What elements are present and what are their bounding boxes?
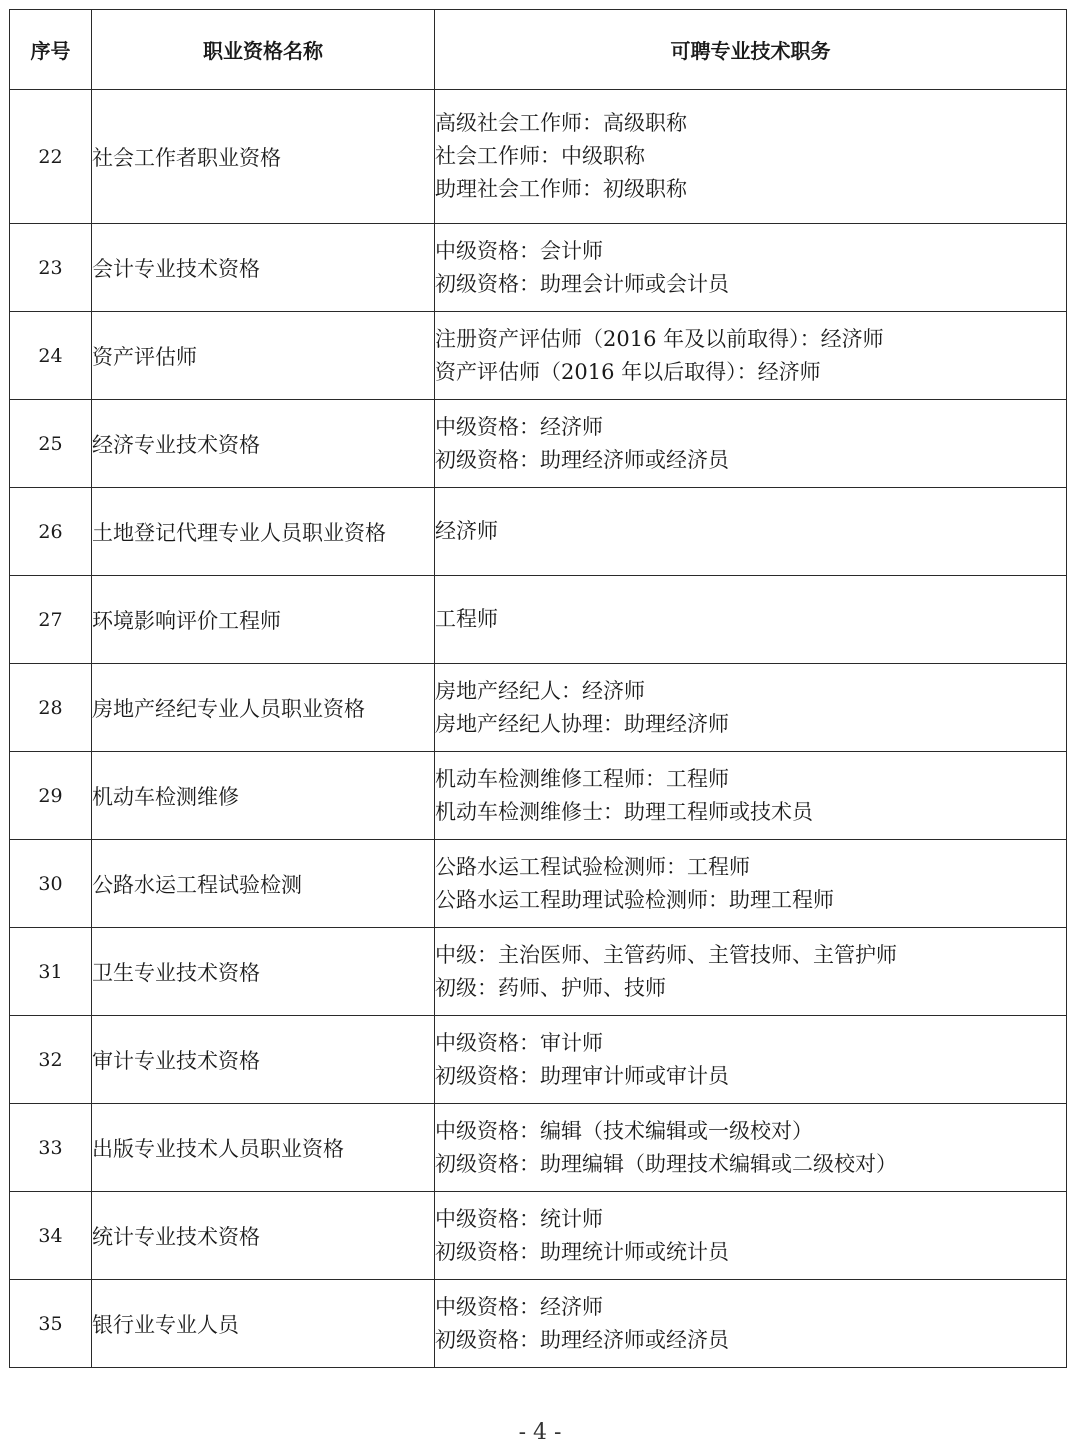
appointable-duty-cell bbox=[435, 752, 1067, 840]
table-row bbox=[10, 576, 1067, 664]
qualification-name: 机动车检测维修 bbox=[92, 752, 435, 840]
qualification-name: 土地登记代理专业人员职业资格 bbox=[92, 488, 435, 576]
appointable-duty-cell bbox=[435, 312, 1067, 400]
table-row bbox=[10, 488, 1067, 576]
qualification-name: 会计专业技术资格 bbox=[92, 224, 435, 312]
duty-line: 中级资格：经济师 bbox=[435, 414, 603, 439]
appointable-duty-cell bbox=[435, 90, 1067, 224]
table-row bbox=[10, 664, 1067, 752]
duty-line: 初级资格：助理经济师或经济员 bbox=[435, 447, 729, 472]
appointable-duty-cell bbox=[435, 840, 1067, 928]
duty-line: 初级资格：助理会计师或会计员 bbox=[435, 271, 729, 296]
row-index: 25 bbox=[10, 400, 92, 488]
table-row bbox=[10, 400, 1067, 488]
row-index: 28 bbox=[10, 664, 92, 752]
qualification-name: 出版专业技术人员职业资格 bbox=[92, 1104, 435, 1192]
duty-line: 初级资格：助理审计师或审计员 bbox=[435, 1063, 729, 1088]
appointable-duty-cell bbox=[435, 928, 1067, 1016]
qualification-name: 房地产经纪专业人员职业资格 bbox=[92, 664, 435, 752]
table-row bbox=[10, 224, 1067, 312]
appointable-duty-cell bbox=[435, 224, 1067, 312]
duty-line: 房地产经纪人：经济师 bbox=[435, 678, 645, 703]
qualification-name: 公路水运工程试验检测 bbox=[92, 840, 435, 928]
duty-line: 中级资格：编辑（技术编辑或一级校对） bbox=[435, 1118, 813, 1143]
duty-line: 中级：主治医师、主管药师、主管技师、主管护师 bbox=[435, 942, 897, 967]
duty-line: 房地产经纪人协理：助理经济师 bbox=[435, 711, 729, 736]
row-index: 30 bbox=[10, 840, 92, 928]
appointable-duty-cell bbox=[435, 1192, 1067, 1280]
table-row bbox=[10, 90, 1067, 224]
header-row bbox=[10, 10, 1067, 90]
duty-line: 机动车检测维修士：助理工程师或技术员 bbox=[435, 799, 813, 824]
duty-line: 经济师 bbox=[435, 519, 498, 543]
duty-line: 工程师 bbox=[435, 607, 498, 631]
table-row bbox=[10, 1280, 1067, 1368]
duty-line: 资产评估师（2016 年以后取得）：经济师 bbox=[435, 359, 821, 384]
table-row bbox=[10, 840, 1067, 928]
qualification-name: 统计专业技术资格 bbox=[92, 1192, 435, 1280]
row-index: 26 bbox=[10, 488, 92, 576]
duty-line: 中级资格：经济师 bbox=[435, 1294, 603, 1319]
row-index: 33 bbox=[10, 1104, 92, 1192]
appointable-duty-cell bbox=[435, 1016, 1067, 1104]
duty-line: 社会工作师：中级职称 bbox=[435, 144, 645, 168]
appointable-duty-cell bbox=[435, 1280, 1067, 1368]
duty-line: 初级资格：助理经济师或经济员 bbox=[435, 1327, 729, 1352]
duty-line: 中级资格：统计师 bbox=[435, 1206, 603, 1231]
duty-line: 公路水运工程助理试验检测师：助理工程师 bbox=[435, 887, 834, 912]
table-row bbox=[10, 928, 1067, 1016]
page-number: - 4 - bbox=[518, 1420, 562, 1445]
qualification-name: 经济专业技术资格 bbox=[92, 400, 435, 488]
header-qualification-name: 职业资格名称 bbox=[92, 10, 435, 90]
duty-line: 中级资格：审计师 bbox=[435, 1030, 603, 1055]
table-row bbox=[10, 1192, 1067, 1280]
qualification-table bbox=[9, 9, 1067, 1368]
appointable-duty-cell bbox=[435, 664, 1067, 752]
qualification-name: 社会工作者职业资格 bbox=[92, 90, 435, 224]
qualification-name: 资产评估师 bbox=[92, 312, 435, 400]
header-appointable-duty: 可聘专业技术职务 bbox=[435, 10, 1067, 90]
table-header bbox=[10, 10, 1067, 90]
duty-line: 助理社会工作师：初级职称 bbox=[435, 177, 687, 201]
qualification-name: 审计专业技术资格 bbox=[92, 1016, 435, 1104]
appointable-duty-cell bbox=[435, 488, 1067, 576]
row-index: 29 bbox=[10, 752, 92, 840]
row-index: 31 bbox=[10, 928, 92, 1016]
row-index: 23 bbox=[10, 224, 92, 312]
row-index: 32 bbox=[10, 1016, 92, 1104]
row-index: 27 bbox=[10, 576, 92, 664]
table-row bbox=[10, 1016, 1067, 1104]
duty-line: 初级资格：助理编辑（助理技术编辑或二级校对） bbox=[435, 1151, 897, 1176]
row-index: 24 bbox=[10, 312, 92, 400]
duty-line: 初级资格：助理统计师或统计员 bbox=[435, 1239, 729, 1264]
qualification-name: 银行业专业人员 bbox=[92, 1280, 435, 1368]
duty-line: 高级社会工作师：高级职称 bbox=[435, 111, 687, 135]
table-body bbox=[10, 90, 1067, 1368]
duty-line: 注册资产评估师（2016 年及以前取得）：经济师 bbox=[435, 326, 884, 351]
table-row bbox=[10, 312, 1067, 400]
duty-line: 公路水运工程试验检测师：工程师 bbox=[435, 854, 750, 879]
duty-line: 机动车检测维修工程师：工程师 bbox=[435, 766, 729, 791]
row-index: 22 bbox=[10, 90, 92, 224]
qualification-name: 环境影响评价工程师 bbox=[92, 576, 435, 664]
appointable-duty-cell bbox=[435, 400, 1067, 488]
table-row bbox=[10, 752, 1067, 840]
table-row bbox=[10, 1104, 1067, 1192]
qualification-name: 卫生专业技术资格 bbox=[92, 928, 435, 1016]
appointable-duty-cell bbox=[435, 576, 1067, 664]
row-index: 34 bbox=[10, 1192, 92, 1280]
appointable-duty-cell bbox=[435, 1104, 1067, 1192]
duty-line: 中级资格：会计师 bbox=[435, 238, 603, 263]
row-index: 35 bbox=[10, 1280, 92, 1368]
header-index: 序号 bbox=[10, 10, 92, 90]
duty-line: 初级：药师、护师、技师 bbox=[435, 975, 666, 1000]
